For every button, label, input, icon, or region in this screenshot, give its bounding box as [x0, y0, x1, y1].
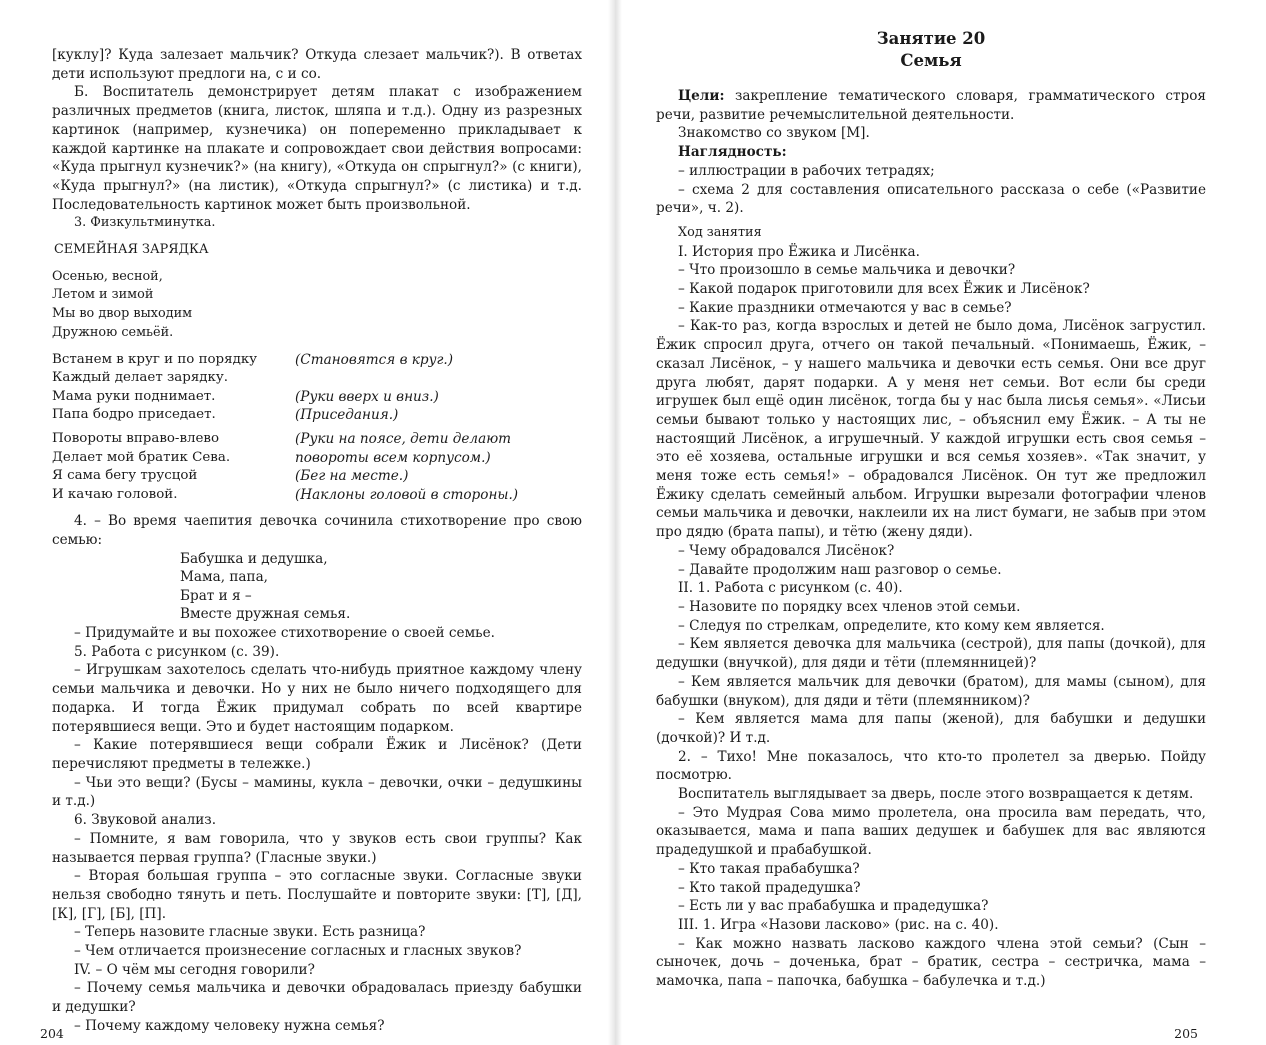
- right-text: – Кем является мальчик для девочки (братом), для мамы (сыном), для бабушки (внуком), для дяди и тёти (племянником)?: [656, 673, 1206, 709]
- left-text: – Почему семья мальчика и девочки обрадовалась приезду бабушки и дедушки?: [52, 980, 582, 1016]
- right-text: III. 1. Игра «Назови ласково» (рис. на с. 40).: [678, 916, 999, 933]
- right-text: – Что произошло в семье мальчика и девочки?: [678, 262, 1016, 279]
- right-text: – Кто такой прадедушка?: [678, 879, 861, 896]
- right-text: – Назовите по порядку всех членов этой семьи.: [678, 598, 1021, 615]
- left-text: 6. Звуковой анализ.: [74, 812, 217, 829]
- goals-label: Цели:: [678, 88, 725, 104]
- right-page: [618, 0, 1266, 1045]
- lesson-number: Занятие 20: [876, 29, 986, 48]
- right-text: – Давайте продолжим наш разговор о семье.: [678, 561, 1002, 578]
- left-text: – Вторая большая группа – это согласные звуки. Согласные звуки нельзя свободно тянуть и петь. Послушайте и повторите звуки: [Т], [Д], [К], [Г], [Б], [П].: [52, 868, 582, 922]
- sound-intro: Знакомство со звуком [М].: [678, 125, 870, 142]
- left-text: – Помните, я вам говорила, что у звуков есть свои группы? Как называется первая группа? (Гласные звуки.): [52, 830, 582, 866]
- poem-line: Дружною семьёй.: [52, 324, 174, 340]
- right-text: – Кто такая прабабушка?: [678, 860, 860, 877]
- poem-line: Летом и зимой: [52, 287, 154, 303]
- spacer: [656, 71, 1206, 87]
- spacer: [52, 343, 582, 351]
- left-text: 5. Работа с рисунком (с. 39).: [74, 643, 280, 660]
- poem-line: Встанем в круг и по порядку: [52, 351, 258, 367]
- left-paragraph-4: 4. – Во время чаепития девочка сочинила стихотворение про свою семью:: [52, 513, 582, 548]
- left-text: – Придумайте и вы похожее стихотворение о своей семье.: [74, 625, 495, 642]
- verse-line: Мама, папа,: [180, 569, 268, 586]
- poem-line: Повороты вправо-влево: [52, 430, 220, 446]
- spacer: [52, 233, 582, 241]
- poem-action: (Приседания.): [295, 407, 399, 424]
- right-text: – Как-то раз, когда взрослых и детей не было дома, Лисёнок загрустил. Ёжик спросил друга, отчего он такой печальный. «Понимаешь, Ёжик, – сказал Лисёнок, – у нашего мальчика и девочки есть семья. Они все друг друга любят, дарят подарки. А у меня нет семьи. Вот если бы среди игрушек был ещё один лисёнок, тогда бы у нас была лисья семья». «Лисьи семьи бывают только у настоящих лис, – объяснил ему Ёжик. – А ты не настоящий Лисёнок, а игрушечный. У каждой игрушки есть своя семья – это её хозяева, остальные игрушки и вся семья хозяев». «Так значит, у меня тоже есть семья!» – обрадовался Лисёнок. Он тут же предложил Ёжику сделать семейный альбом. Игрушки вырезали фотографии членов семьи мальчика и девочки, наклеили их на лист бумаги, не забыв при этом про дядю (брата папы), и тётю (жену дяди).: [656, 318, 1206, 541]
- spacer: [52, 504, 582, 512]
- right-text: 2. – Тихо! Мне показалось, что кто-то пролетел за дверью. Пойду посмотрю.: [656, 748, 1206, 784]
- left-paragraph-3: 3. Физкультминутка.: [74, 215, 216, 231]
- right-text: – Кем является девочка для мальчика (сестрой), для папы (дочкой), для дедушки (внучкой), для дяди и тёти (племянницей)?: [656, 636, 1206, 672]
- verse-line: Бабушка и дедушка,: [180, 550, 328, 567]
- right-text: – Какие праздники отмечаются у вас в семье?: [678, 299, 1012, 316]
- left-text: – Какие потерявшиеся вещи собрали Ёжик и Лисёнок? (Дети перечисляют предметы в тележке.): [52, 737, 582, 772]
- left-text: – Чьи это вещи? (Бусы – мамины, кукла – девочки, очки – дедушкины и т.д.): [52, 774, 582, 810]
- poem-line: Мы во двор выходим: [52, 306, 193, 322]
- right-text: I. История про Ёжика и Лисёнка.: [678, 243, 920, 260]
- left-paragraph-1: [куклу]? Куда залезает мальчик? Откуда слезает мальчик?). В ответах дети используют предлоги на, с и со.: [52, 47, 582, 82]
- poem-action: [295, 369, 582, 388]
- poem-action: (Руки на поясе, дети делают: [295, 430, 512, 447]
- poem-line: Осенью, весной,: [52, 268, 163, 284]
- left-page: [0, 0, 612, 1045]
- right-text: – Как можно назвать ласково каждого члена этой семьи? (Сын – сыночек, дочь – доченька, брат – братик, сестра – сестричка, мама – мамочка, папа – папочка, бабушка – бабулечка и т.д.): [656, 935, 1206, 990]
- poem-title: СЕМЕЙНАЯ ЗАРЯДКА: [54, 242, 209, 258]
- left-text: – Игрушкам захотелось сделать что-нибудь приятное каждому члену семьи мальчика и девочки. Но у них не было ничего подходящего для подарка. И тогда Ёжик придумал собрать по всей квартире потерявшиеся вещи. Это и будет настоящим подарком.: [52, 662, 582, 735]
- poem-line: Папа бодро приседает.: [52, 407, 216, 423]
- visual-aid-item: – схема 2 для составления описательного рассказа о себе («Развитие речи», ч. 2).: [656, 181, 1206, 217]
- right-text: Воспитатель выглядывает за дверь, после этого возвращается к детям.: [678, 786, 1194, 803]
- goals: [656, 87, 1206, 124]
- poem-line: Я сама бегу трусцой: [52, 468, 198, 484]
- poem-action: (Бег на месте.): [295, 468, 409, 485]
- verse-line: Брат и я –: [180, 587, 252, 604]
- verse-line: Вместе дружная семья.: [180, 606, 351, 623]
- lesson-topic: Семья: [900, 50, 962, 70]
- visual-aids: [656, 143, 1206, 162]
- visual-aid-item: – иллюстрации в рабочих тетрадях;: [678, 162, 935, 179]
- poem-intro: [52, 268, 582, 343]
- goals-text: закрепление тематического словаря, грамматического строя речи, развитие речемыслительной деятельности.: [656, 88, 1206, 123]
- left-text: – Чем отличается произнесение согласных и гласных звуков?: [74, 943, 522, 960]
- course-label: Ход занятия: [678, 224, 762, 240]
- right-text: – Какой подарок приготовили для всех Ёжик и Лисёнок?: [678, 281, 1090, 298]
- page-number-right: 205: [1174, 1026, 1198, 1041]
- right-text: II. 1. Работа с рисунком (с. 40).: [678, 580, 903, 597]
- poem-action: повороты всем корпусом.): [295, 449, 491, 466]
- poem-line: Делает мой братик Сева.: [52, 449, 231, 465]
- right-text: – Следуя по стрелкам, определите, кто кому кем является.: [678, 617, 1105, 634]
- poem-with-actions: [52, 351, 582, 425]
- poem-line: Каждый делает зарядку.: [52, 370, 229, 386]
- poem-line: И качаю головой.: [52, 486, 178, 502]
- poem-action: (Руки вверх и вниз.): [295, 388, 439, 405]
- left-text: – Почему каждому человеку нужна семья?: [74, 1017, 385, 1034]
- right-text: – Чему обрадовался Лисёнок?: [678, 542, 895, 559]
- right-text: – Это Мудрая Сова мимо пролетела, она просила вам передать, что, оказывается, мама и папа ваших дедушек и бабушек для вас являются прадедушкой и прабабушкой.: [656, 804, 1206, 859]
- poem-line: Мама руки поднимает.: [52, 388, 216, 404]
- spacer: [52, 260, 582, 268]
- left-text: IV. – О чём мы сегодня говорили?: [74, 961, 315, 978]
- right-text: – Есть ли у вас прабабушка и прадедушка?: [678, 898, 989, 915]
- page-number-left: 204: [40, 1026, 64, 1041]
- family-verse: [52, 550, 582, 624]
- poem-with-actions: [52, 430, 582, 504]
- right-text: – Кем является мама для папы (женой), для бабушки и дедушки (дочкой)? И т.д.: [656, 711, 1206, 746]
- left-text: – Теперь назовите гласные звуки. Есть разница?: [74, 924, 426, 941]
- poem-action: (Наклоны головой в стороны.): [295, 486, 519, 503]
- visual-aids-label: Наглядность:: [678, 144, 787, 161]
- poem-action: (Становятся в круг.): [295, 351, 454, 368]
- left-paragraph-2: Б. Воспитатель демонстрирует детям плакат с изображением различных предметов (книга, листок, шляпа и т.д.). Одну из разрезных картинок (например, кузнечика) он попеременно прикладывает к каждой картинке на плакате и сопровождает свои действия вопросами: «Куда прыгнул кузнечик?» (на книгу), «Откуда он спрыгнул?» (с книги), «Куда прыгнул?» (на листик), «Откуда спрыгнул?» (с листика) и т.д. Последовательность картинок может быть произвольной.: [52, 84, 582, 213]
